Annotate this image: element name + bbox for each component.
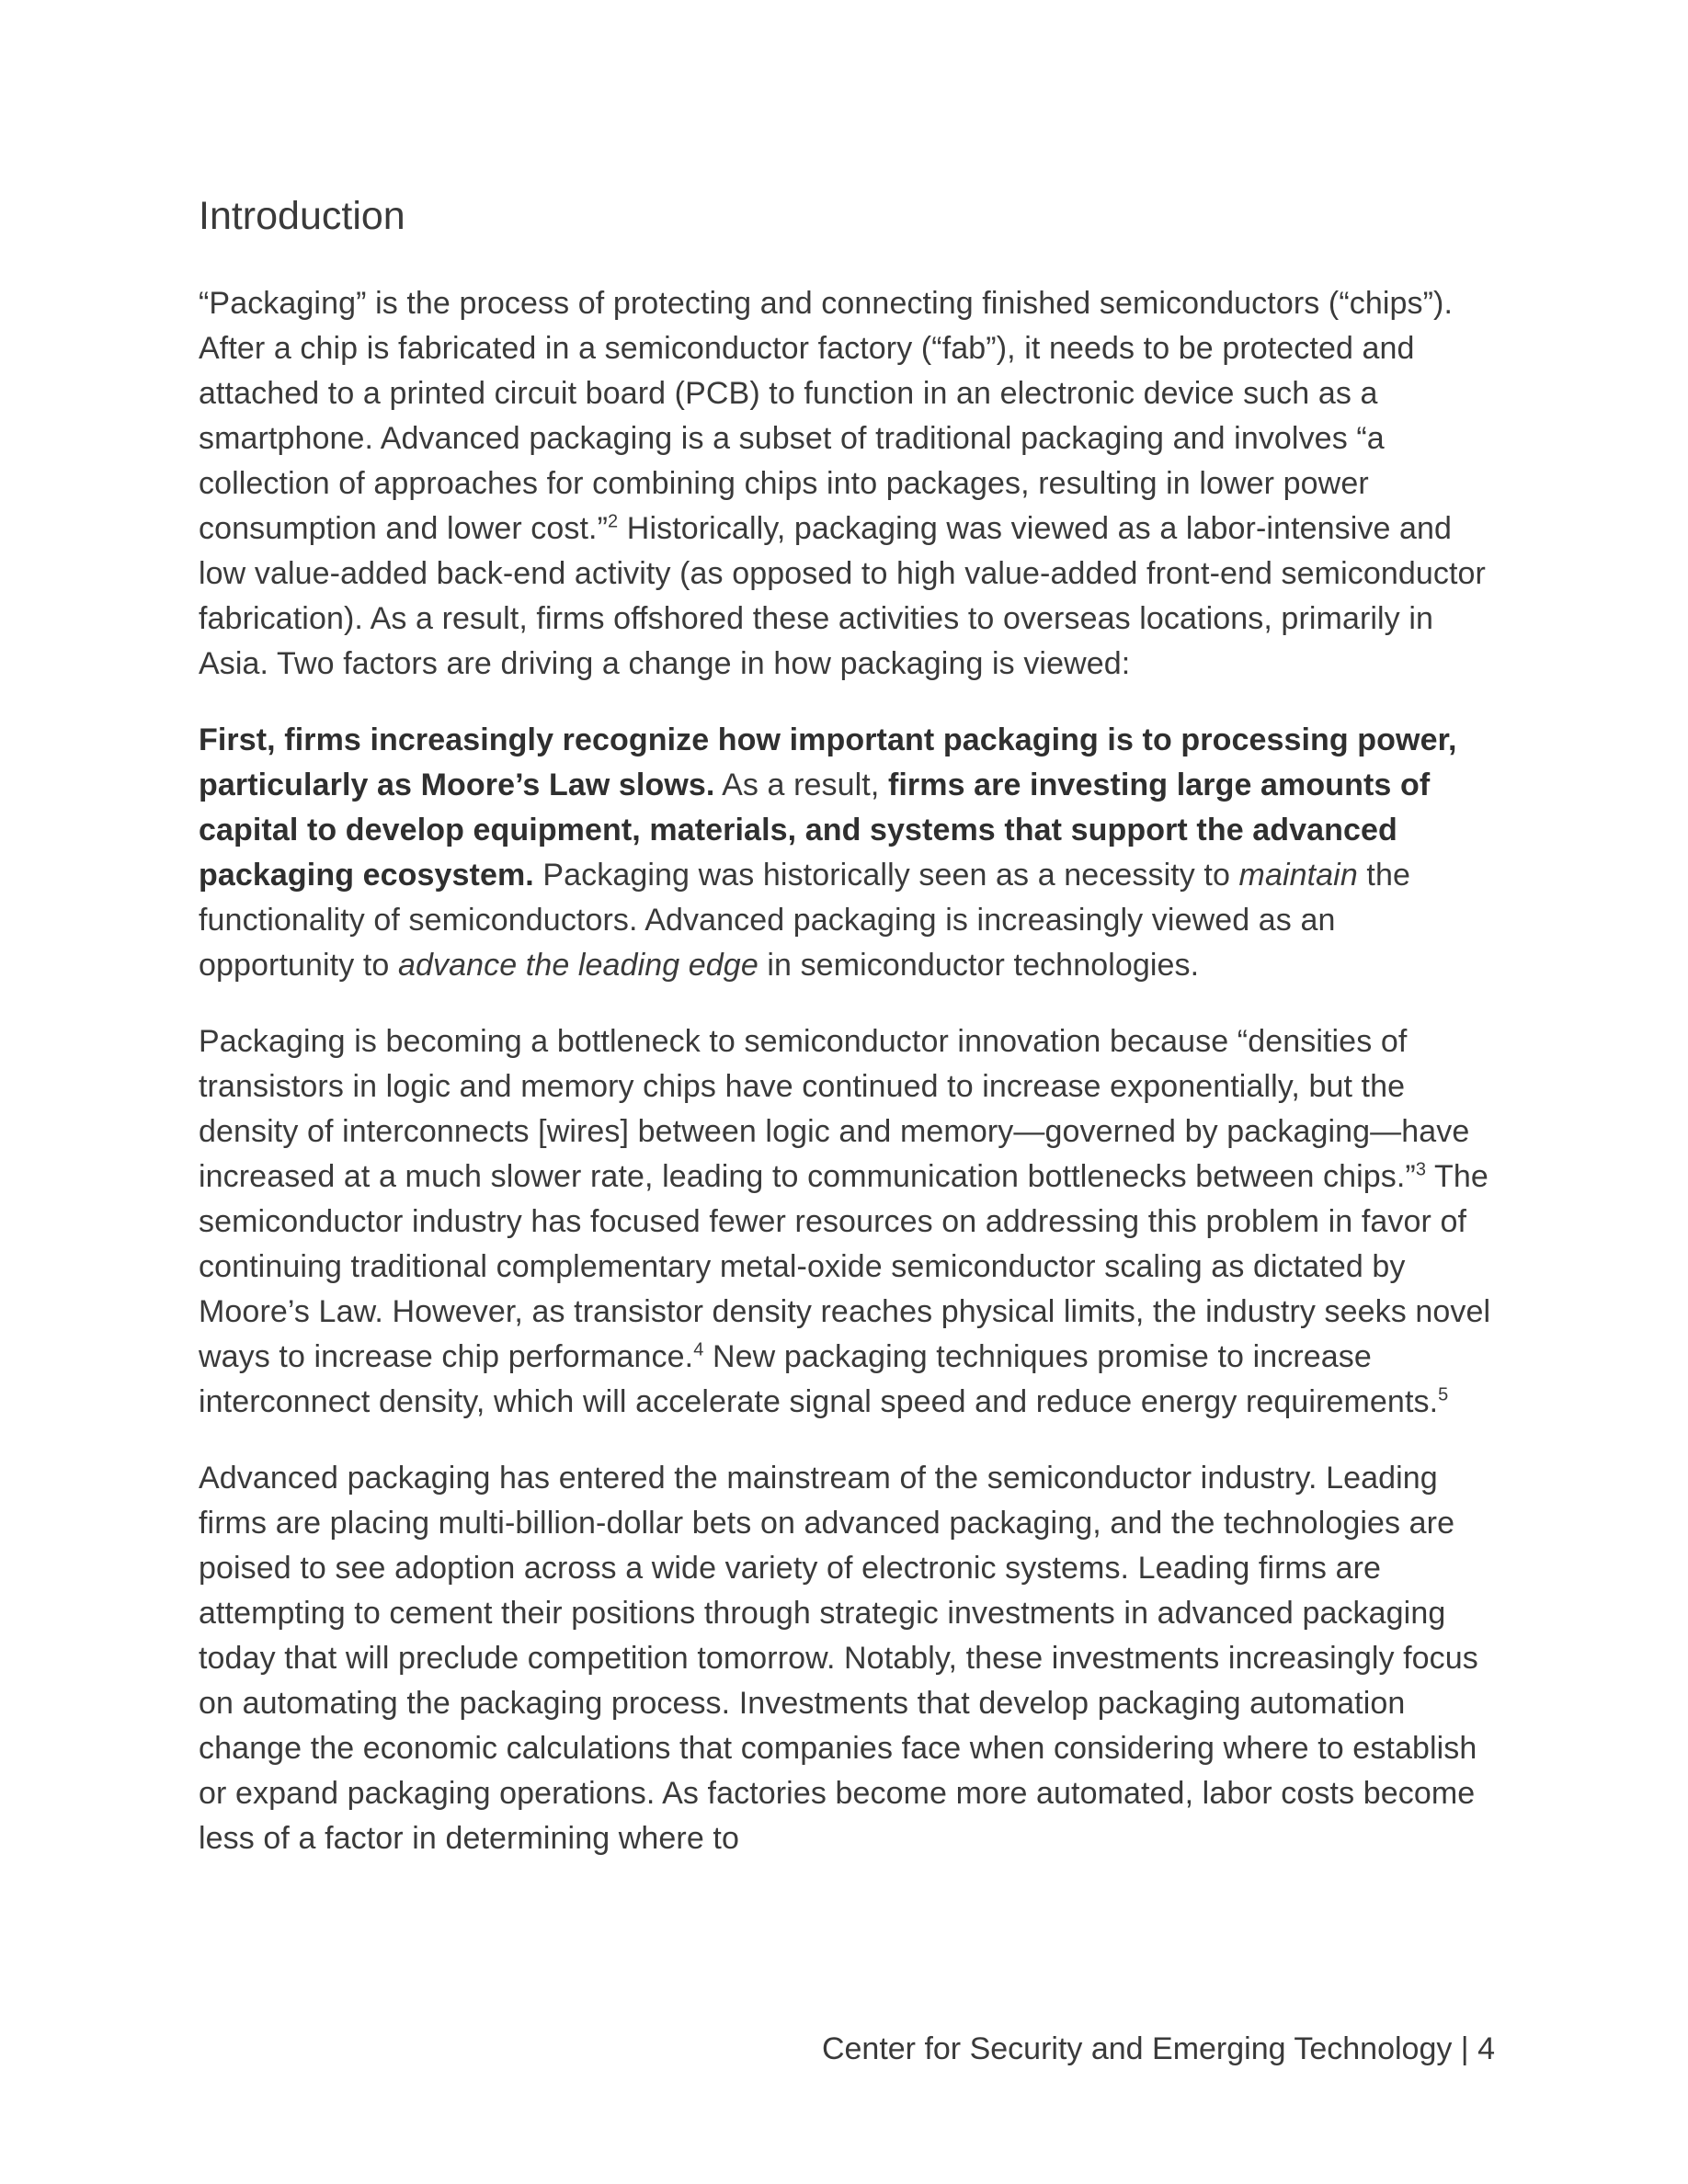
bold-text: firms are investing large amounts of capital to develop equipment, materials, and systems that support the advanced packaging ecosystem. <box>199 767 1431 893</box>
italic-text: advance the leading edge <box>397 947 758 983</box>
italic-text: maintain <box>1238 857 1358 893</box>
text: New packaging techniques promise to increase interconnect density, which will accelerate signal speed and reduce energy requirements. <box>199 1338 1439 1419</box>
footnote-ref[interactable]: 4 <box>693 1339 704 1360</box>
document-page <box>199 193 1495 1893</box>
paragraph-2 <box>199 718 1495 988</box>
page-footer: Center for Security and Emerging Technology | 4 <box>821 2031 1495 2066</box>
text: Advanced packaging has entered the mainstream of the semiconductor industry. Leading firms are placing multi-billion-dollar bets on advanced packaging, and the technologies are poised to see adoption across a wide variety of electronic systems. Leading firms are attempting to cement their positions through strategic investments in advanced packaging today that will preclude competition tomorrow. Notably, these investments increasingly focus on automating the packaging process. Investments that develop packaging automation change the economic calculations that companies face when considering where to establish or expand packaging operations. As factories become more automated, labor costs become less of a factor in determining where to <box>199 1460 1478 1856</box>
section-heading: Introduction <box>199 194 405 238</box>
text: As a result, <box>714 767 888 802</box>
paragraph-4 <box>199 1456 1495 1861</box>
text: Historically, packaging was viewed as a labor-intensive and low value-added back-end activity (as opposed to high value-added front-end semiconductor fabrication). As a result, firms offshored these activities to overseas locations, primarily in Asia. Two factors are driving a change in how packaging is viewed: <box>199 510 1486 681</box>
footnote-ref[interactable]: 3 <box>1415 1159 1427 1180</box>
paragraph-1 <box>199 281 1495 687</box>
text: Packaging is becoming a bottleneck to semiconductor innovation because “densities of transistors in logic and memory chips have continued to increase exponentially, but the density of interconnects [wires] between logic and memory—governed by packaging—have increased at a much slower rate, leading to communication bottlenecks between chips.” <box>199 1023 1470 1194</box>
text: “Packaging” is the process of protecting and connecting finished semiconductors (“chips”). After a chip is fabricated in a semiconductor factory (“fab”), it needs to be protected and attached to a printed circuit board (PCB) to function in an electronic device such as a smartphone. Advanced packaging is a subset of traditional packaging and involves “a collection of approaches for combining chips into packages, resulting in lower power consumption and lower cost.” <box>199 285 1454 546</box>
paragraph-3 <box>199 1019 1495 1425</box>
footnote-ref[interactable]: 2 <box>608 511 619 532</box>
text: The semiconductor industry has focused fewer resources on addressing this problem in favor of continuing traditional complementary metal-oxide semiconductor scaling as dictated by Moore’s Law. However, as transistor density reaches physical limits, the industry seeks novel ways to increase chip performance. <box>199 1158 1491 1374</box>
text: the functionality of semiconductors. Advanced packaging is increasingly viewed as an opportunity to <box>199 857 1410 983</box>
text: in semiconductor technologies. <box>758 947 1200 983</box>
bold-text: First, firms increasingly recognize how important packaging is to processing power, particularly as Moore’s Law slows. <box>199 722 1457 802</box>
footnote-ref[interactable]: 5 <box>1438 1384 1449 1405</box>
text: Packaging was historically seen as a necessity to <box>533 857 1239 893</box>
